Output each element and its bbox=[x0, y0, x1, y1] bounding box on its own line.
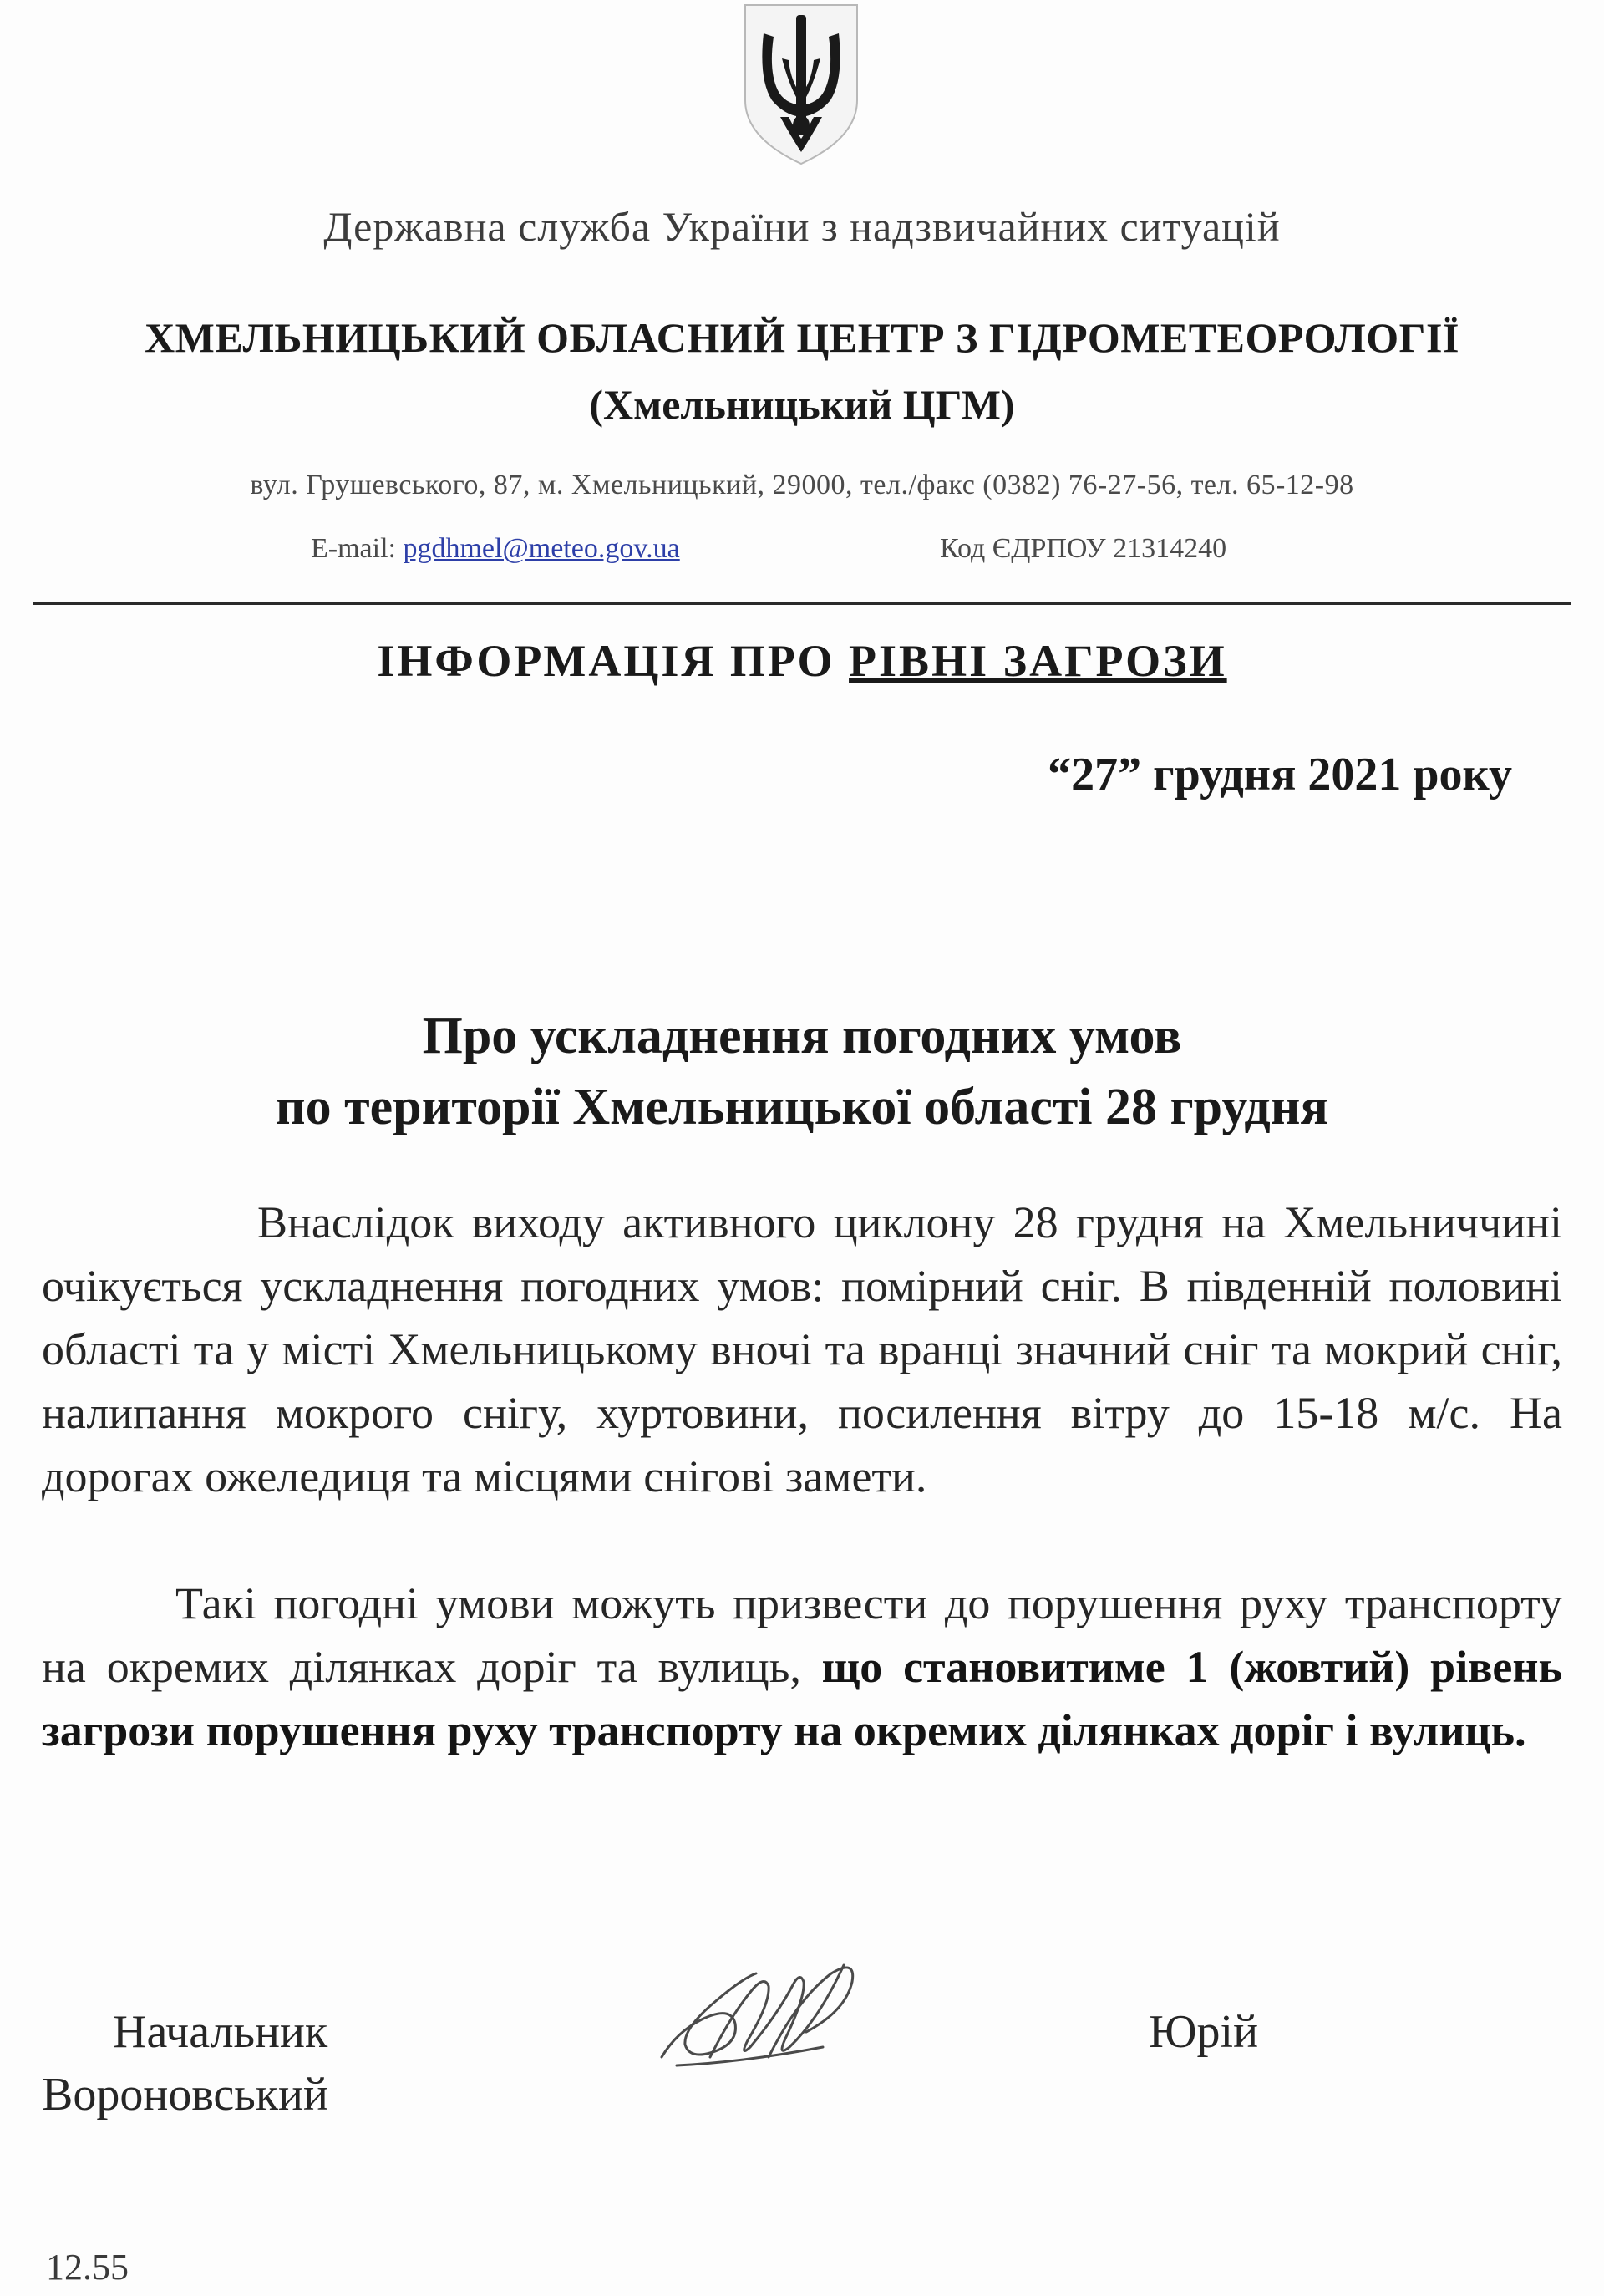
heading-line-2: по території Хмельницької області 28 грудня bbox=[275, 1079, 1329, 1135]
document-title-part1: ІНФОРМАЦІЯ ПРО bbox=[377, 636, 850, 686]
signatory-title: Начальник bbox=[113, 2006, 328, 2058]
signatory-surname: Вороновський bbox=[42, 2069, 328, 2121]
email-row bbox=[311, 533, 680, 565]
header-divider bbox=[33, 602, 1571, 605]
organization-name: ХМЕЛЬНИЦЬКИЙ ОБЛАСНИЙ ЦЕНТР З ГІДРОМЕТЕОРОЛОГІЇ bbox=[145, 314, 1459, 361]
ministry-name: Державна служба України з надзвичайних ситуацій bbox=[323, 203, 1281, 250]
document-date: “27” грудня 2021 року bbox=[1048, 749, 1512, 800]
document-title bbox=[0, 635, 1604, 687]
email-label: E-mail: bbox=[311, 533, 396, 564]
organization-short-name: (Хмельницький ЦГМ) bbox=[589, 381, 1015, 428]
signatory-first-name: Юрій bbox=[1149, 2006, 1259, 2058]
handwritten-signature-icon bbox=[652, 1940, 869, 2078]
organization-address: вул. Грушевського, 87, м. Хмельницький, 29000, тел./факс (0382) 76-27-56, тел. 65-12-98 bbox=[250, 470, 1354, 500]
paragraph-2-bold: що становитиме 1 (жовтий) рівень загрози порушення руху транспорту на окремих ділянках доріг і вулиць. bbox=[42, 1642, 1562, 1755]
ukraine-trident-emblem-icon bbox=[739, 0, 864, 167]
paragraph-1: Внаслідок виходу активного циклону 28 грудня на Хмельниччині очікується ускладнення погодних умов: помірний сніг. В південній половині області та у місті Хмельницькому вночі та вранці значний сніг та мокрий сніг, налипання мокрого снігу, хуртовини, посилення вітру до 15-18 м/с. На дорогах ожеледиця та місцями снігові замети. bbox=[42, 1197, 1562, 1501]
document-title-part2: РІВНІ ЗАГРОЗИ bbox=[849, 636, 1227, 686]
paragraph-2-plain: Такі погодні умови можуть призвести до порушення руху транспорту на окремих ділянках доріг та вулиць, bbox=[42, 1578, 1562, 1692]
email-link[interactable]: pgdhmel@meteo.gov.ua bbox=[403, 533, 680, 564]
paragraph-2 bbox=[42, 1572, 1562, 1762]
document-time: 12.55 bbox=[46, 2247, 129, 2288]
heading-line-1: Про ускладнення погодних умов bbox=[422, 1008, 1182, 1064]
edrpou-code: Код ЄДРПОУ 21314240 bbox=[940, 533, 1227, 564]
